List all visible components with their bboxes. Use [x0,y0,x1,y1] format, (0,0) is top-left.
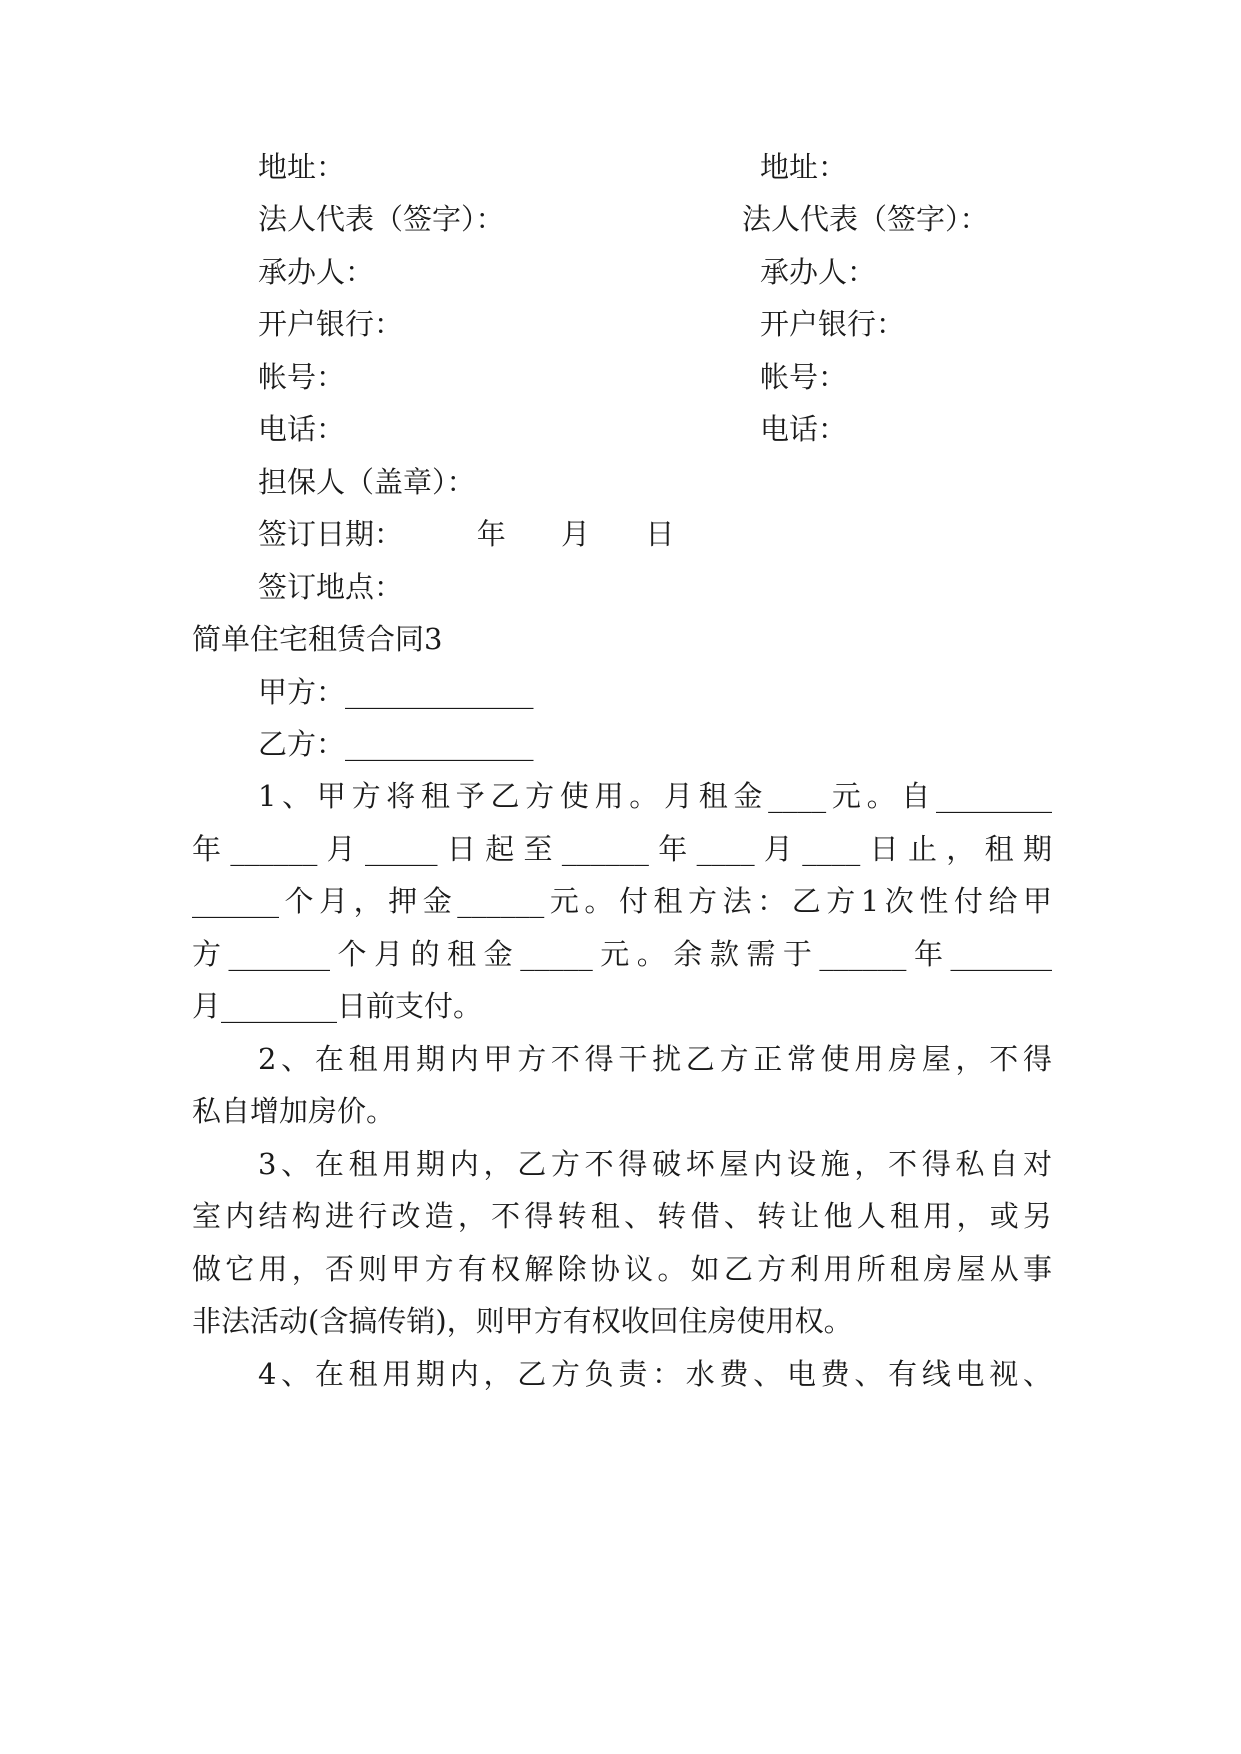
clause-4-line-1: 4、在租用期内，乙方负责：水费、电费、有线电视、 [258,1357,1052,1391]
guarantor-label: 担保人（盖章）： [258,465,476,499]
right-bank-label: 开户银行： [760,307,906,341]
right-legal-rep-label: 法人代表（签字）： [742,202,989,236]
left-account-label: 帐号： [258,360,346,394]
clause-1-line-4: 方_______个月的租金_____元。余款需于______年_______ [192,937,1052,971]
clause-3-line-1: 3、在租用期内，乙方不得破坏屋内设施，不得私自对 [258,1147,1052,1181]
clause-1-line-5: 月________日前支付。 [192,989,483,1023]
party-b-line: 乙方：_____________ [258,727,534,761]
clause-3-line-4: 非法活动(含搞传销)，则甲方有权收回住房使用权。 [192,1304,853,1338]
right-account-label: 帐号： [760,360,848,394]
clause-2-line-1: 2、在租用期内甲方不得干扰乙方正常使用房屋，不得 [258,1042,1052,1076]
left-handler-label: 承办人： [258,255,375,289]
right-phone-label: 电话： [760,412,848,446]
party-a-line: 甲方：_____________ [258,675,534,709]
right-address-label: 地址： [760,150,848,184]
clause-1-line-3: ______个月，押金______元。付租方法：乙方1次性付给甲 [192,884,1052,918]
clause-1-line-2: 年______月_____日起至______年____月____日止，租期 [192,832,1052,866]
clause-2-line-2: 私自增加房价。 [192,1094,396,1128]
right-handler-label: 承办人： [760,255,877,289]
clause-3-line-3: 做它用，否则甲方有权解除协议。如乙方利用所租房屋从事 [192,1252,1052,1286]
contract-title: 简单住宅租赁合同3 [192,622,443,656]
sign-date-label: 签订日期： 年 月 日 [258,517,675,551]
left-address-label: 地址： [258,150,346,184]
left-phone-label: 电话： [258,412,346,446]
left-bank-label: 开户银行： [258,307,404,341]
left-legal-rep-label: 法人代表（签字）： [258,202,505,236]
clause-1-line-1: 1、甲方将租予乙方使用。月租金____元。自________ [258,779,1052,813]
sign-place-label: 签订地点： [258,570,404,604]
clause-3-line-2: 室内结构进行改造，不得转租、转借、转让他人租用，或另 [192,1199,1052,1233]
